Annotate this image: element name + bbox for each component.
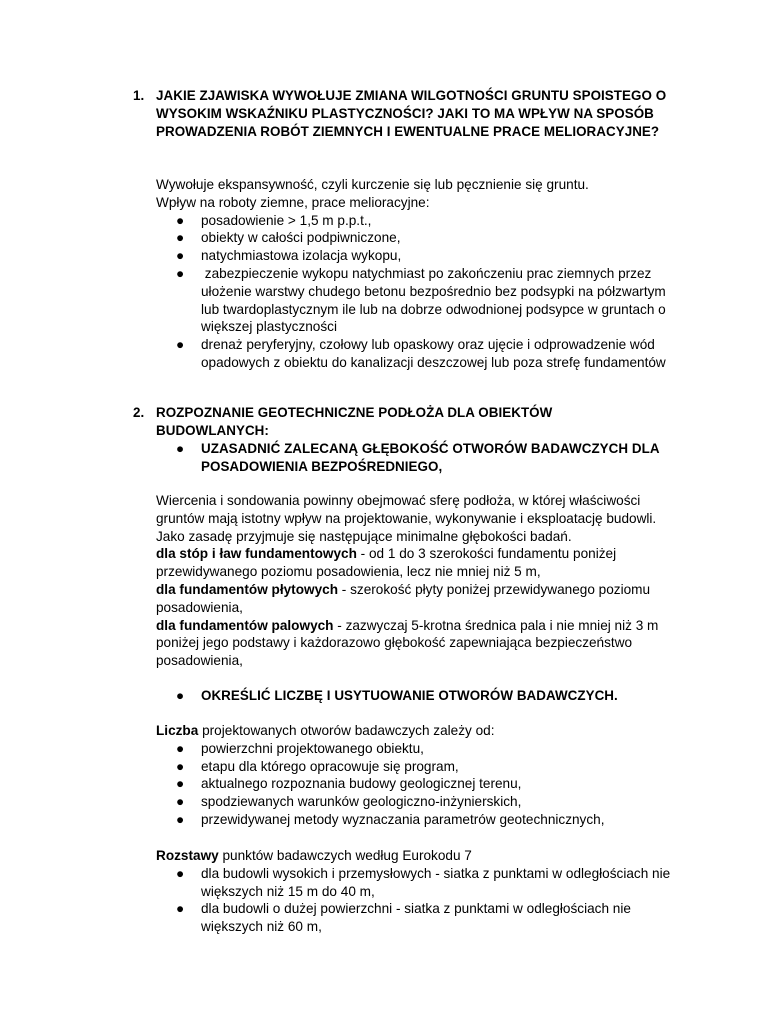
count-factors-list [156,740,686,829]
subquestion-count [156,687,676,705]
question-1-number: 1. [133,88,145,103]
subquestion-count-heading: OKREŚLIĆ LICZBĘ I USYTUOWANIE OTWORÓW BADAWCZYCH. [201,688,618,703]
question-2-number: 2. [133,405,145,420]
bullet-icon: ● [176,337,185,353]
bullet-icon: ● [176,212,185,228]
bullet-icon: ● [176,441,185,456]
bullet-icon: ● [176,901,185,917]
list-item: ● drenaż peryferyjny, czołowy lub opaskowy oraz ujęcie i odprowadzenie wód opadowych z obiektu do kanalizacji deszczowej lub poza strefę fundamentów [176,337,666,370]
rule-item: dla fundamentów palowych - zazwyczaj 5-krotna średnica pala i nie mniej niż 3 m poniżej jego podstawy i każdorazowo głębokość zapewniająca bezpieczeństwo posadowienia, [156,617,659,669]
bullet-icon: ● [176,688,185,703]
depth-answer [156,492,678,670]
question-1-heading: JAKIE ZJAWISKA WYWOŁUJE ZMIANA WILGOTNOŚCI GRUNTU SPOISTEGO O WYSOKIM WSKAŹNIKU PLASTYCZNOŚCI? JAKI TO MA WPŁYW NA SPOSÓB PROWADZENIA ROBÓT ZIEMNYCH I EWENTUALNE PRACE MELIORACYJNE? [156,88,667,140]
spacing-intro: Rozstawy punktów badawczych według Eurokodu 7 [156,848,472,863]
answer-line: Wpływ na roboty ziemne, prace melioracyjne: [156,194,430,210]
rule-item: dla stóp i ław fundamentowych - od 1 do 3 szerokości fundamentu poniżej przewidywanego poziomu posadowienia, lecz nie mniej niż 5 m, [156,546,617,580]
answer-line: Wywołuje ekspansywność, czyli kurczenie się lub pęcznienie się gruntu. [156,177,589,192]
list-item: ● spodziewanych warunków geologiczno-inżynierskich, [176,794,522,810]
list-item: ● zabezpieczenie wykopu natychmiast po zakończeniu prac ziemnych przez ułożenie warstwy chudego betonu bezpośrednio bez podsypki na półzwartym lub twardoplastycznym ile lub na dobrze odwodnionej podsypce w gruntach o większej plastyczności [176,265,670,335]
spacing-list [156,865,676,936]
question-1-answer [156,176,696,372]
bullet-icon: ● [176,740,185,756]
bullet-icon: ● [176,794,185,810]
list-item: ● etapu dla którego opracowuje się program, [176,758,459,774]
count-intro: Liczba projektowanych otworów badawczych zależy od: [156,723,495,738]
list-item: ● dla budowli wysokich i przemysłowych - siatka z punktami w odległościach nie większych niż 15 m do 40 m, [176,865,671,899]
intro-paragraph: Wiercenia i sondowania powinny obejmować sferę podłoża, w której właściwości gruntów mają istotny wpływ na projektowanie, wykonywanie i eksploatację budowli. Jako zasadę przyjmuje się następujące minimalne głębokości badań. [156,493,657,544]
subquestion-depth-heading: UZASADNIĆ ZALECANĄ GŁĘBOKOŚĆ OTWORÓW BADAWCZYCH DLA POSADOWIENIA BEZPOŚREDNIEGO, [201,441,660,475]
question-2-heading: ROZPOZNANIE GEOTECHNICZNE PODŁOŻA DLA OBIEKTÓW BUDOWLANYCH: [156,405,553,439]
list-item: ● powierzchni projektowanego obiektu, [176,740,424,756]
bullet-icon: ● [176,865,185,881]
spacing-answer [156,847,676,936]
bullet-icon: ● [176,776,185,792]
list-item: ● obiekty w całości podpiwniczone, [176,230,401,246]
bullet-icon: ● [176,811,185,827]
list-item: ● posadowienie > 1,5 m p.p.t., [176,212,372,228]
count-answer [156,722,686,829]
bullet-icon: ● [176,230,185,246]
subquestion-depth [156,440,676,476]
bullet-icon: ● [176,265,185,281]
list-item: ● dla budowli o dużej powierzchni - siatka z punktami w odległościach nie większych niż 60 m, [176,901,631,935]
rule-item: dla fundamentów płytowych - szerokość płyty poniżej przewidywanego poziomu posadowienia, [156,581,651,615]
list-item: ● przewidywanej metody wyznaczania parametrów geotechnicznych, [176,811,605,827]
list-item: ● natychmiastowa izolacja wykopu, [176,248,402,264]
bullet-icon: ● [176,758,185,774]
bullet-icon: ● [176,248,185,264]
list-item: ● aktualnego rozpoznania budowy geologicznej terenu, [176,776,522,792]
measures-list [156,212,696,372]
